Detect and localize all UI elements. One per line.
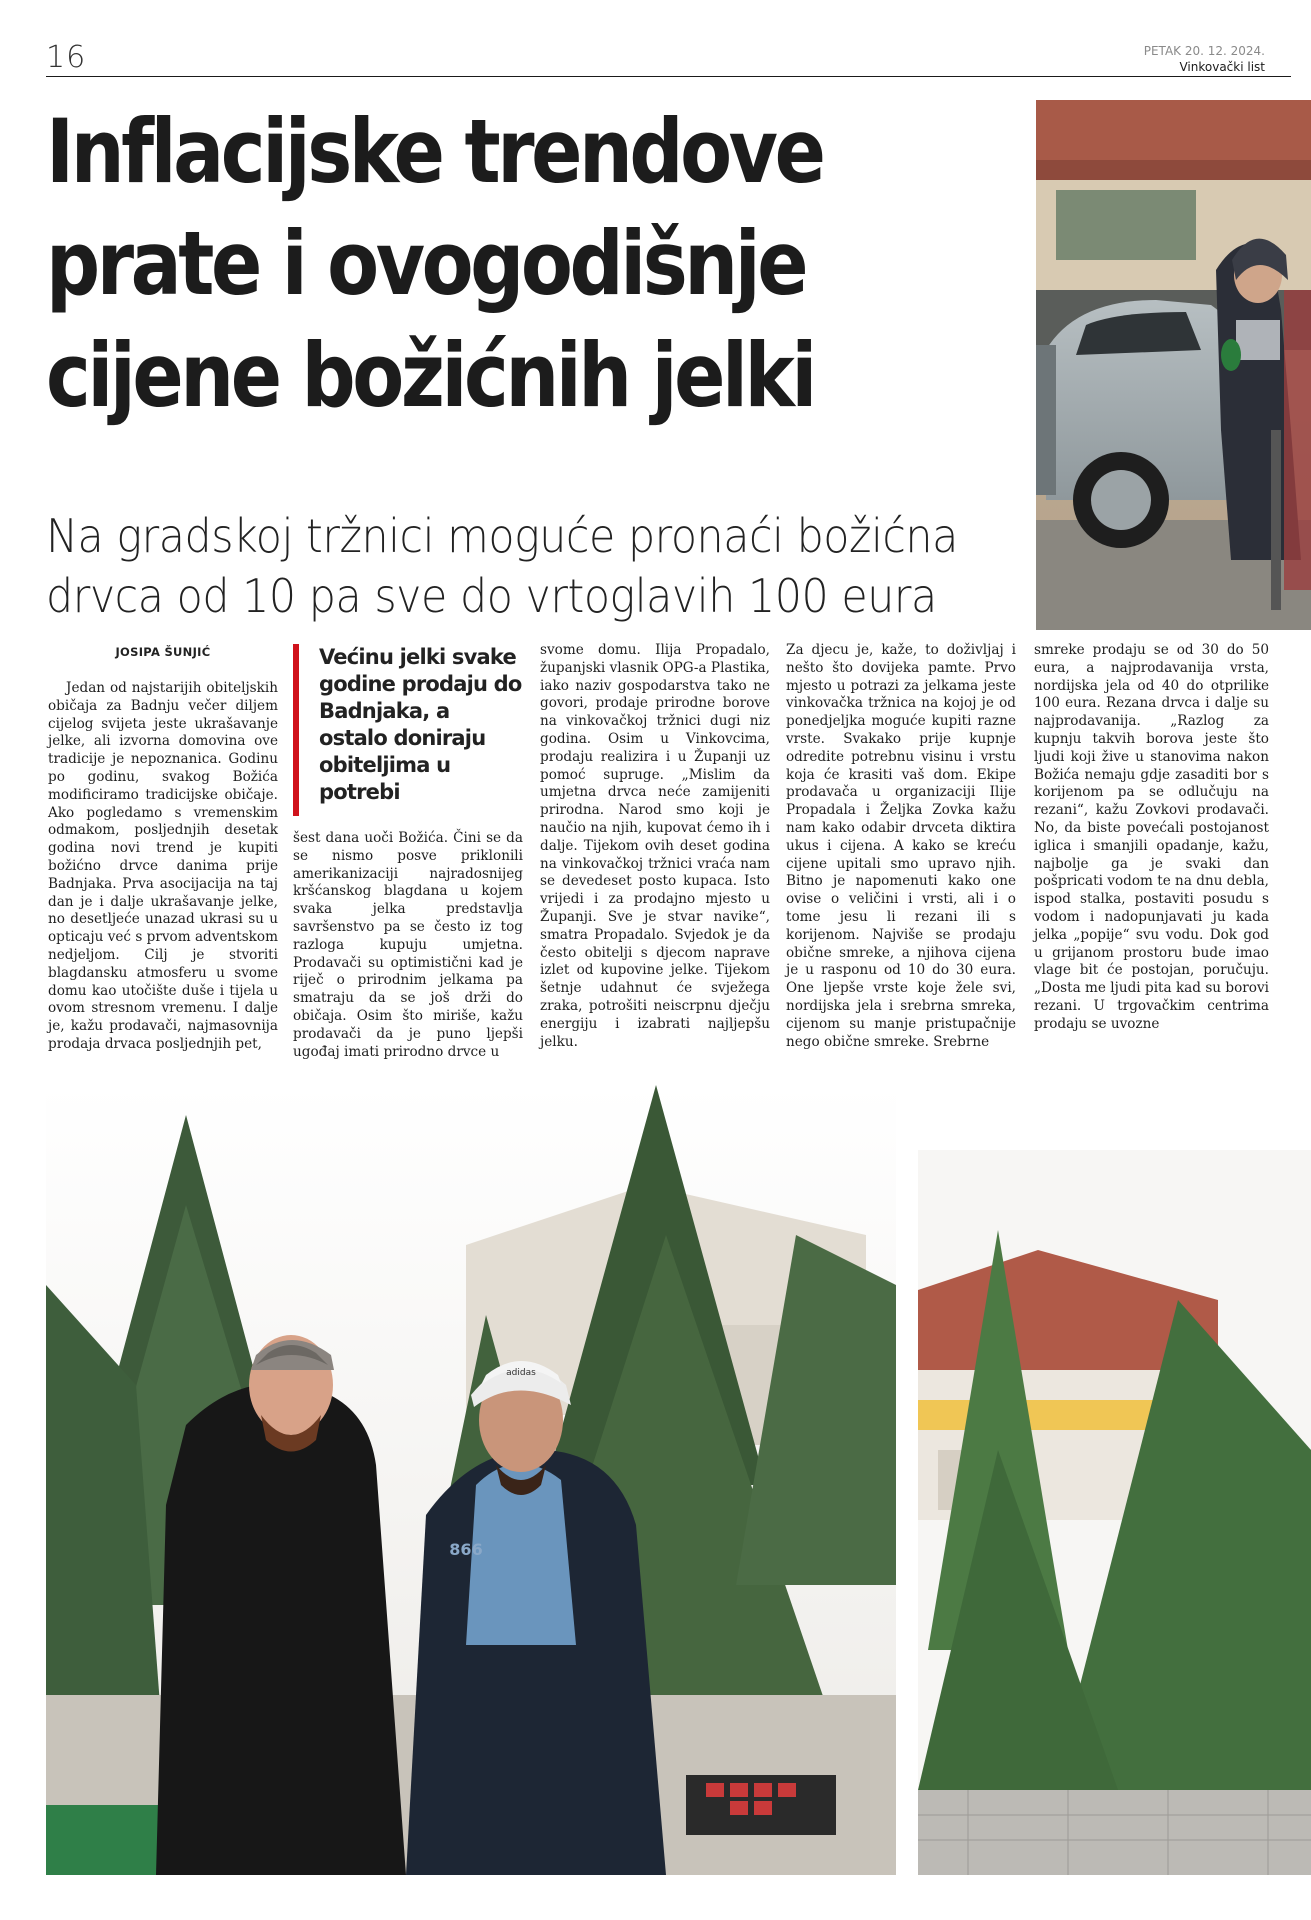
article-paragraph: Za djecu je, kaže, to doživljaj i nešto što dovijeka pamte. Prvo mjesto u potrazi za jelkama jeste vinkovačka tržnica na kojoj je od ponedjeljka moguće kupiti razne vrste. Svakako prije kupnje odredite potrebnu visinu i vrstu koja će krasiti vaš dom. Ekipe prodavača u organizaciji Ilije Propadala i Željka Zovka kažu nam kako odabir drvceta diktira ukus i cijena. A kako se kreću cijene upitali smo upravo njih. Bitno je napomenuti kako one ovise o veličini i vrsti, ali i o tome jesu li rezani ili s korijenom. Najviše se prodaju obične smreke, a njihova cijena je u rasponu od 10 do 30 eura. One ljepše vrste koje žele svi, nordijska jela i srebrna smreka, cijenom su manje pristupačnije nego obične smreke. Srebrne [786, 642, 1016, 1050]
column-5 [1034, 642, 1269, 1034]
cap-logo-text: adidas [506, 1368, 536, 1378]
headline [46, 96, 897, 432]
jacket-print-text: 866 [449, 1540, 483, 1559]
headline-line: cijene božićnih jelki [46, 324, 814, 427]
column-1 [48, 680, 278, 1054]
subheadline-line: Na gradskoj tržnici moguće pronaći božićna [46, 509, 958, 563]
subheadline-line: drvca od 10 pa sve do vrtoglavih 100 eura [46, 569, 937, 623]
column-4 [786, 642, 1016, 1051]
column-2 [293, 830, 523, 1061]
headline-line: Inflacijske trendove [46, 100, 823, 203]
page-number: 16 [46, 40, 87, 75]
column-3 [540, 642, 770, 1051]
pullquote-text: Većinu jelki svake godine prodaju do Badnjaka, a ostalo doniraju obiteljima u potrebi [319, 645, 522, 804]
header-rule [46, 76, 1291, 77]
article-paragraph: svome domu. Ilija Propadalo, županjski vlasnik OPG-a Plastika, iako naziv gospodarstva tako ne govori, prodaje prirodne borove na vinkovačkoj tržnici dugi niz godina. Osim u Vinkovcima, prodaju realizira i u Županji uz pomoć supruge. „Mislim da umjetna drvca neće zamijeniti prirodna. Narod smo koji je naučio na njih, kupovat ćemo ih i dalje. Tijekom ovih deset godina na vinkovačkoj tržnici vraća nam se devedeset posto kupaca. Isto vrijedi i za prodajno mjesto u Županji. Sve je stvar navike“, smatra Propadalo. Svjedok je da često obitelji s djecom naprave izlet od kupovine jelke. Tijekom šetnje udahnut će svježega zraka, potrošiti neiscrpnu dječju energiju i izabrati najljepšu jelku. [540, 642, 770, 1050]
photo-vendors-trees [46, 1085, 896, 1875]
photo-vendor-car [1036, 100, 1311, 630]
byline: JOSIPA ŠUNJIĆ [115, 645, 211, 659]
subheadline [46, 506, 967, 626]
article-paragraph: smreke prodaju se od 30 do 50 eura, a najprodavanija vrsta, nordijska jela od 40 do otprilike 100 eura. Rezana drvca i dalje su najprodavanija. „Razlog za kupnju takvih borova jeste što ljudi koji žive u stanovima nakon Božića nemaju gdje zasaditi bor s korijenom pa se odlučuju na rezani“, kažu Zovkovi prodavači. No, da biste povećali postojanost iglica i smanjili opadanje, kažu, najbolje ga je svaki dan pošpricati vodom te na dnu debla, ispod stalka, postaviti posudu s vodom i nadopunjavati ju kada jelka „popije“ svu vodu. Dok god u grijanom prostoru bude imao vlage bit će postojan, poručuju. „Dosta me ljudi pita kad su borovi rezani. U trgovačkim centrima prodaju se uvozne [1034, 642, 1269, 1032]
pullquote [293, 644, 523, 816]
photo-fir-trees [918, 1150, 1311, 1875]
newspaper-name: Vinkovački list [1179, 60, 1265, 74]
issue-date: PETAK 20. 12. 2024. [1143, 44, 1265, 58]
article-paragraph: šest dana uoči Božića. Čini se da se nismo posve priklonili amerikanizaciji najradosnijeg kršćanskog blagdana u kojem svaka jelka predstavlja savršenstvo pa se često iz tog razloga kupuju umjetna. Prodavači su optimistični kad je riječ o prirodnim jelkama pa smatraju da se još drži do običaja. Osim što miriše, kažu prodavači da je puno ljepši ugođaj imati prirodno drvce u [293, 830, 523, 1060]
article-paragraph: Jedan od najstarijih obiteljskih običaja za Badnju večer diljem cijelog svijeta jeste ukrašavanje jelke, ali izvorna domovina ove tradicije je nepoznanica. Godinu po godinu, svakog Božića modificiramo tradicijske običaje. Ako pogledamo s vremenskim odmakom, posljednjih desetak godina novi trend je kupiti božićno drvce danima prije Badnjaka. Prva asocijacija na taj dan je i dalje ukrašavanje jelke, no desetljeće unazad ukrasi su u opticaju već s prvom adventskom nedjeljom. Cilj je stvoriti blagdansku atmosferu u svome domu kao utočište duše i tijela u ovom stresnom vremenu. I dalje je, kažu prodavači, najmasovnija prodaja drvaca posljednjih pet, [48, 680, 278, 1052]
headline-line: prate i ovogodišnje [46, 212, 806, 315]
